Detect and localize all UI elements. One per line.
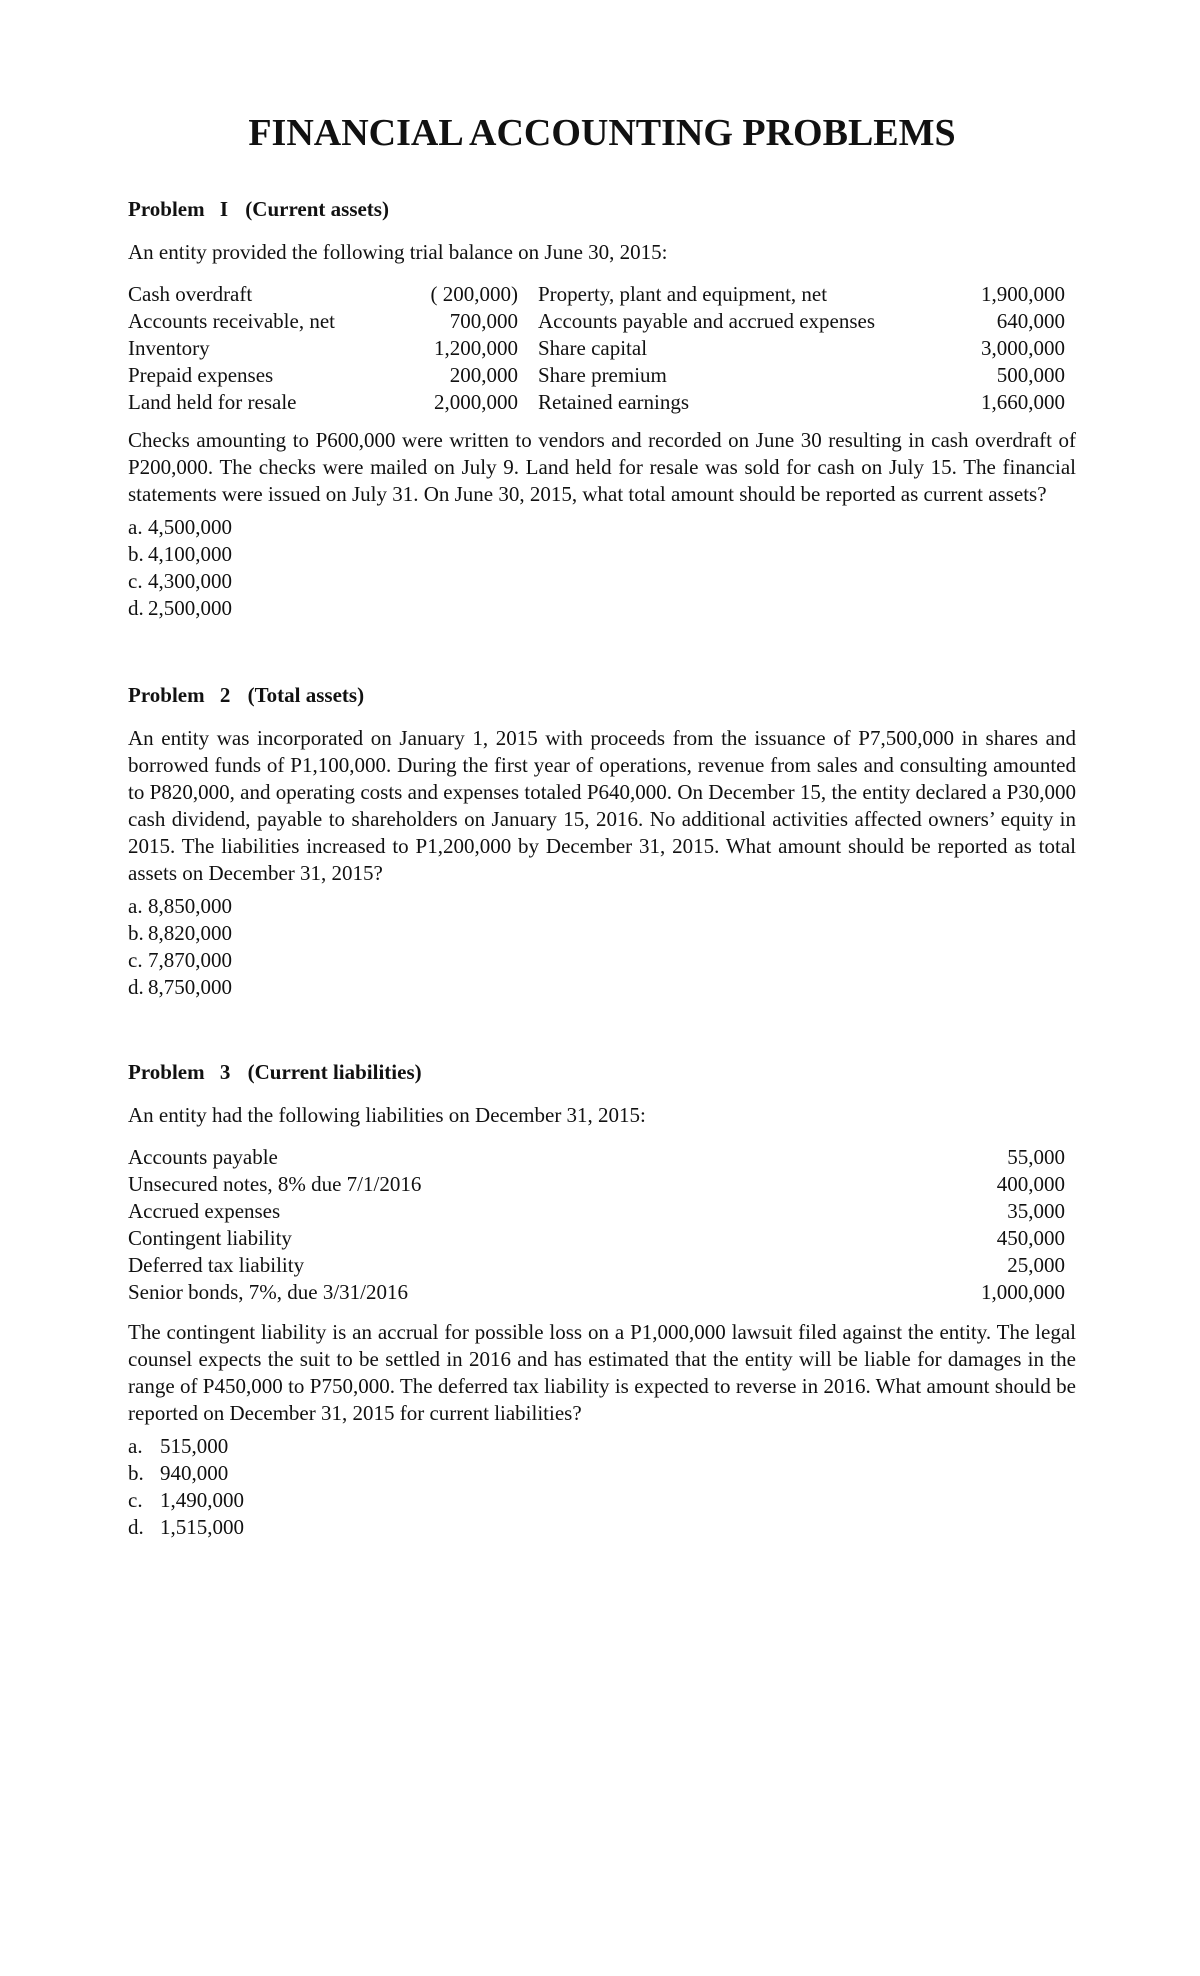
liability-amount: 55,000: [1007, 1145, 1065, 1169]
table-row: [128, 335, 1076, 362]
choice-letter: b.: [128, 542, 144, 566]
tb-left-label: Prepaid expenses: [128, 363, 274, 387]
table-row: [128, 281, 1076, 308]
table-row: [128, 308, 1076, 335]
choice-value: 4,500,000: [148, 515, 232, 539]
problem-number: 2: [219, 683, 231, 707]
table-row: [128, 1252, 1076, 1279]
problem-2: [128, 682, 1076, 1001]
choice-letter: d.: [128, 1515, 144, 1539]
liability-label: Deferred tax liability: [128, 1253, 305, 1277]
choice-letter: a.: [128, 1434, 143, 1458]
answer-choice[interactable]: [128, 893, 1076, 920]
document-page: [128, 110, 1076, 1541]
liability-amount: 1,000,000: [981, 1280, 1065, 1304]
choice-letter: a.: [128, 894, 143, 918]
tb-right-amount: 1,900,000: [981, 282, 1065, 306]
tb-left-amount: 2,000,000: [434, 390, 518, 414]
choice-value: 2,500,000: [148, 596, 232, 620]
liability-label: Unsecured notes, 8% due 7/1/2016: [128, 1172, 422, 1196]
problem-intro: An entity had the following liabilities on December 31, 2015:: [128, 1103, 646, 1127]
tb-right-amount: 1,660,000: [981, 390, 1065, 414]
answer-choice[interactable]: [128, 514, 1076, 541]
tb-right-label: Share capital: [538, 336, 648, 360]
problem-body: The contingent liability is an accrual for possible loss on a P1,000,000 lawsuit filed against the entity. The legal counsel expects the suit to be settled in 2016 and has estimated that the entity will be liable for damages in the range of P450,000 to P750,000. The deferred tax liability is expected to reverse in 2016. What amount should be reported on December 31, 2015 for current liabilities?: [128, 1320, 1076, 1425]
choice-letter: d.: [128, 975, 144, 999]
liability-label: Senior bonds, 7%, due 3/31/2016: [128, 1280, 408, 1304]
problem-label: Problem: [128, 683, 205, 707]
problem-1: [128, 196, 1076, 622]
tb-left-label: Accounts receivable, net: [128, 309, 335, 333]
choice-letter: d.: [128, 596, 144, 620]
answer-choice[interactable]: [128, 1460, 1076, 1487]
tb-left-label: Inventory: [128, 336, 210, 360]
tb-left-label: Cash overdraft: [128, 282, 253, 306]
problem-heading: [128, 1059, 1076, 1086]
choice-value: 8,750,000: [148, 975, 232, 999]
answer-choices: [128, 893, 1076, 1001]
tb-right-amount: 500,000: [996, 363, 1065, 387]
choice-value: 4,100,000: [148, 542, 232, 566]
table-row: [128, 1225, 1076, 1252]
problem-label: Problem: [128, 197, 205, 221]
problem-number: I: [219, 197, 229, 221]
answer-choice[interactable]: [128, 1487, 1076, 1514]
choice-letter: c.: [128, 1488, 143, 1512]
choice-letter: c.: [128, 948, 143, 972]
choice-value: 8,820,000: [148, 921, 232, 945]
liability-amount: 450,000: [996, 1226, 1065, 1250]
liabilities-table: [128, 1144, 1076, 1306]
tb-right-amount: 640,000: [996, 309, 1065, 333]
table-row: [128, 1198, 1076, 1225]
answer-choice[interactable]: [128, 541, 1076, 568]
answer-choices: [128, 1433, 1076, 1541]
choice-value: 940,000: [160, 1461, 229, 1485]
problem-topic: (Current liabilities): [247, 1060, 422, 1084]
tb-left-amount: 700,000: [449, 309, 518, 333]
problem-number: 3: [219, 1060, 231, 1084]
tb-right-label: Retained earnings: [538, 390, 690, 414]
tb-left-label: Land held for resale: [128, 390, 297, 414]
answer-choice[interactable]: [128, 974, 1076, 1001]
liability-amount: 25,000: [1007, 1253, 1065, 1277]
document-title: FINANCIAL ACCOUNTING PROBLEMS: [248, 112, 956, 154]
problem-heading: [128, 196, 1076, 223]
liability-amount: 35,000: [1007, 1199, 1065, 1223]
choice-letter: b.: [128, 1461, 144, 1485]
answer-choice[interactable]: [128, 947, 1076, 974]
answer-choice[interactable]: [128, 595, 1076, 622]
tb-left-amount: ( 200,000): [430, 282, 518, 306]
answer-choice[interactable]: [128, 1514, 1076, 1541]
tb-left-amount: 1,200,000: [434, 336, 518, 360]
problem-topic: (Current assets): [245, 197, 389, 221]
problem-heading: [128, 682, 1076, 709]
table-row: [128, 362, 1076, 389]
problem-intro: An entity provided the following trial balance on June 30, 2015:: [128, 240, 668, 264]
choice-letter: b.: [128, 921, 144, 945]
choice-letter: c.: [128, 569, 143, 593]
choice-value: 4,300,000: [148, 569, 232, 593]
problem-3: [128, 1059, 1076, 1541]
choice-value: 8,850,000: [148, 894, 232, 918]
problem-label: Problem: [128, 1060, 205, 1084]
liability-amount: 400,000: [996, 1172, 1065, 1196]
tb-right-amount: 3,000,000: [981, 336, 1065, 360]
answer-choice[interactable]: [128, 920, 1076, 947]
liability-label: Accounts payable: [128, 1145, 278, 1169]
table-row: [128, 1171, 1076, 1198]
choice-letter: a.: [128, 515, 143, 539]
problem-body: Checks amounting to P600,000 were written to vendors and recorded on June 30 resulting in cash overdraft of P200,000. The checks were mailed on July 9. Land held for resale was sold for cash on July 15. The financial statements were issued on July 31. On June 30, 2015, what total amount should be reported as current assets?: [128, 428, 1076, 506]
answer-choice[interactable]: [128, 568, 1076, 595]
tb-left-amount: 200,000: [449, 363, 518, 387]
liability-label: Accrued expenses: [128, 1199, 281, 1223]
tb-right-label: Accounts payable and accrued expenses: [538, 309, 876, 333]
problem-body: An entity was incorporated on January 1, 2015 with proceeds from the issuance of P7,500,000 in shares and borrowed funds of P1,100,000. During the first year of operations, revenue from sales and consulting amounted to P820,000, and operating costs and expenses totaled P640,000. On December 15, the entity declared a P30,000 cash dividend, payable to shareholders on January 15, 2016. No additional activities affected owners’ equity in 2015. The liabilities increased to P1,200,000 by December 31, 2015. What amount should be reported as total assets on December 31, 2015?: [128, 726, 1076, 885]
table-row: [128, 1279, 1076, 1306]
problem-topic: (Total assets): [247, 683, 365, 707]
table-row: [128, 1144, 1076, 1171]
choice-value: 515,000: [160, 1434, 229, 1458]
answer-choices: [128, 514, 1076, 622]
tb-right-label: Property, plant and equipment, net: [538, 282, 828, 306]
choice-value: 1,490,000: [160, 1488, 244, 1512]
table-row: [128, 389, 1076, 416]
tb-right-label: Share premium: [538, 363, 667, 387]
trial-balance-table: [128, 281, 1076, 416]
choice-value: 1,515,000: [160, 1515, 244, 1539]
liability-label: Contingent liability: [128, 1226, 292, 1250]
choice-value: 7,870,000: [148, 948, 232, 972]
answer-choice[interactable]: [128, 1433, 1076, 1460]
